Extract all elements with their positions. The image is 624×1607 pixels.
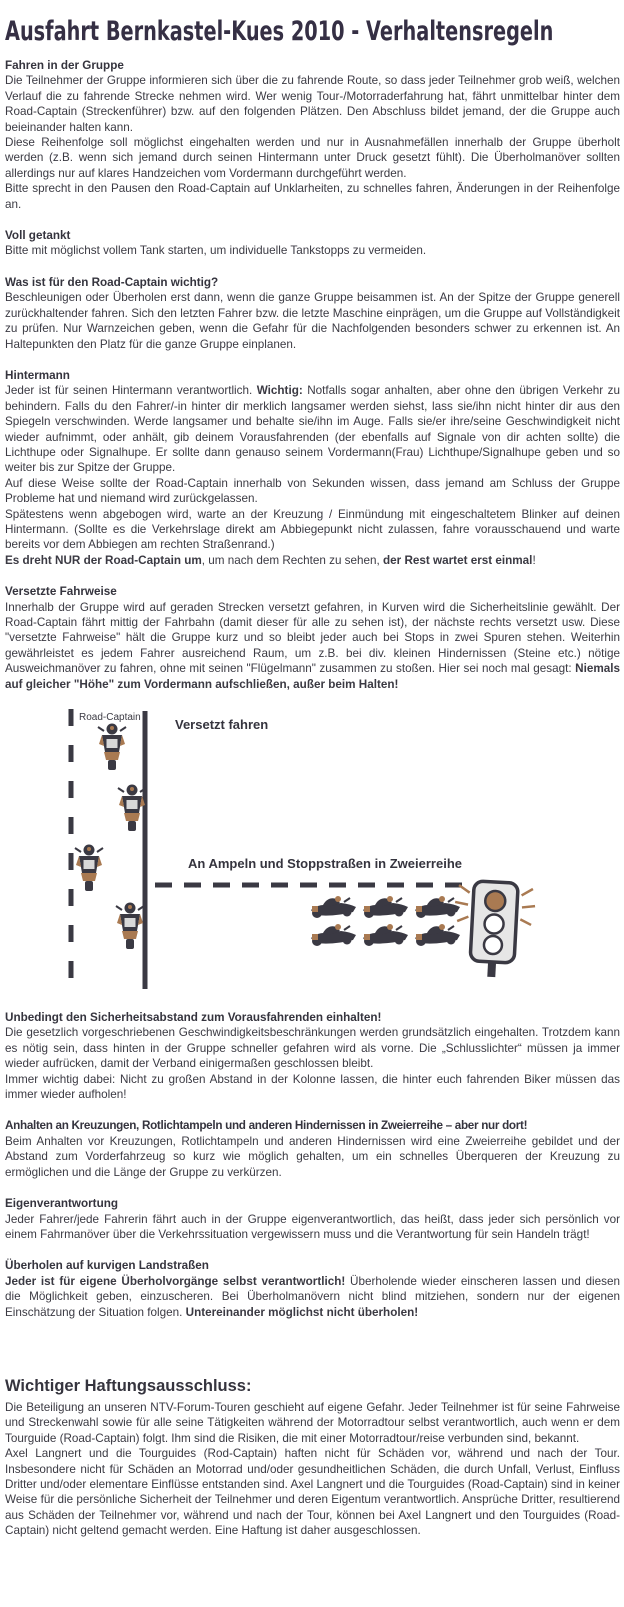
- paragraph: Die Teilnehmer der Gruppe informieren sich über die zu fahrende Route, so dass jeder Teilnehmer grob weiß, welchen Verlauf die zu fahrende Strecke nehmen wird. Wer wenig Tour-/Motorraderfahrung hat, fährt unmittelbar hinter dem Road-Captain (Streckenführer) bzw. auf den folgenden Plätzen. Den Abschluss bildet jemand, der die Gruppe auch beieinander halten kann.: [5, 74, 620, 134]
- paragraph: Spätestens wenn abgebogen wird, warte an der Kreuzung / Einmündung mit eingeschaltetem Blinker auf deinen Hintermann. (Sollte es die Verkehrslage direkt am Abbiegepunkt nicht zulassen, fahre vorausschauend und warte bereits vor dem Abbiegen am rechten Straßenrand.): [5, 507, 620, 552]
- paragraph: Die Beteiligung an unseren NTV-Forum-Touren geschieht auf eigene Gefahr. Jeder Teilnehmer ist für seine Fahrweise und Streckenwahl sowie für alle seine Tätigkeiten während der Motorradtour selbst verantwortlich, auch wenn er dem Tourguide (Road-Captain) folgt. Ihm sind die Risiken, die mit einer Motorradtour/reise verbunden sind, bekannt.: [5, 1400, 620, 1445]
- paragraph: Beim Anhalten vor Kreuzungen, Rotlichtampeln und anderen Hindernissen wird eine Zweierreihe gebildet und der Abstand zum Vorderfahrzeug so kurz wie möglich gehalten, um ein schnelles Überqueren der Kreuzung zu ermöglichen und die Länge der Gruppe zu verkürzen.: [5, 1134, 620, 1179]
- section-heading: Fahren in der Gruppe: [5, 59, 124, 72]
- staggered-riding-label: Versetzt fahren: [175, 717, 269, 733]
- section-voll-getankt: [5, 228, 620, 259]
- paragraph: Innerhalb der Gruppe wird auf geraden Strecken versetzt gefahren, in Kurven wird die Sicherheitslinie gewählt. Der Road-Captain fährt mittig der Fahrbahn (damit dieser für alle zu sehen ist), der nächste rechts versetzt usw. Diese "versetzte Fahrweise" hält die Gruppe kurz und so bleibt jeder auch bei Stops in zwei Spuren stehen. Weiterhin gewährleistet es jedem Fahrer ausreichend Raum, um z.B. bei div. kleinen Hindernissen (Steine etc.) nötige Ausweichmanöver zu fahren, ohne mit seinen "Flügelmann" zusammen zu stoßen. Hier sei noch mal gesagt: Niemals auf gleicher "Höhe" zum Vordermann aufschließen, außer beim Halten!: [5, 600, 620, 691]
- paragraph: Jeder ist für seinen Hintermann verantwortlich. Wichtig: Notfalls sogar anhalten, aber ohne den übrigen Verkehr zu behindern. Falls du den Fahrer/-in hinter dir merklich langsamer werden siehst, lass sie/ihn nicht hinter dir aus den Spiegeln verschwinden. Werde langsamer und behalte sie/ihn im Auge. Falls sie/er ihre/seine Geschwindigkeit nicht wieder aufnimmt, oder anhält, gib deinem Vorausfahrenden (der ebenfalls auf Signale von dir achten sollte) die Lichthupe oder Signalhupe. Er sollte dann genauso seinem Vordermann(Frau) Lichthupe/Signalhupe geben und so weiter bis zur Spitze der Gruppe.: [5, 384, 620, 475]
- formation-diagram-svg: [5, 697, 624, 997]
- motorcycle-rear-icon: [75, 845, 103, 892]
- paragraph: Jeder ist für eigene Überholvorgänge selbst verantwortlich! Überholende wieder einscheren lassen und diesen die Möglichkeit geben, einzuscheren. Bei Überholmanövern nicht blind mitziehen, sondern nur der eigenen Einschätzung der Situation folgen. Untereinander möglichst nicht überholen!: [5, 1274, 621, 1319]
- paragraph: Die gesetzlich vorgeschriebenen Geschwindigkeitsbeschränkungen werden grundsätzlich eingehalten. Trotzdem kann es nötig sein, dass hinten in der Gruppe schneller gefahren wird als vorne. Die „Schlusslichter“ müssen ja immer wieder aufrücken, damit der Verband einigermaßen geschlossen bleibt.: [5, 1026, 620, 1071]
- paragraph: Immer wichtig dabei: Nicht zu großen Abstand in der Kolonne lassen, die hinter euch fahrenden Biker müssen das immer wieder aufholen!: [5, 1072, 620, 1102]
- motorcycle-side-icon: [415, 896, 460, 918]
- section-heading: Was ist für den Road-Captain wichtig?: [5, 275, 219, 289]
- paragraph: Jeder Fahrer/jede Fahrerin fährt auch in der Gruppe eigenverantwortlich, das heißt, dass jeder sich persönlich vor einem Fahrmanöver über die Verkehrssituation vergewissern muss und die Verantwortung für sein Handeln trägt!: [5, 1212, 620, 1241]
- section-hintermann: [5, 368, 620, 568]
- motorcycle-side-icon: [415, 924, 460, 946]
- section-fahren-in-der-gruppe: [5, 58, 620, 212]
- motorcycle-side-icon: [311, 896, 356, 918]
- motorcycle-rear-icon: [116, 903, 144, 950]
- formation-diagram: [5, 697, 624, 997]
- section-anhalten-zweierreihe: [5, 1118, 620, 1180]
- section-heading: Unbedingt den Sicherheitsabstand zum Vorausfahrenden einhalten!: [5, 1011, 382, 1025]
- paragraph: Bitte sprecht in den Pausen den Road-Captain auf Unklarheiten, zu schnelles fahren, Änderungen in der Reihenfolge an.: [5, 182, 620, 211]
- motorcycle-rear-icon: [98, 724, 126, 771]
- section-heading: Versetzte Fahrweise: [5, 585, 117, 599]
- section-haftungsausschluss: [5, 1376, 620, 1539]
- motorcycle-side-icon: [311, 924, 356, 946]
- road-captain-label: Road-Captain: [79, 712, 141, 724]
- section-heading: Eigenverantwortung: [5, 1197, 118, 1211]
- paragraph: Diese Reihenfolge soll möglichst eingehalten werden und nur in Ausnahmefällen innerhalb der Gruppe überholt werden (z.B. wenn sich jemand durch seinen Hintermann unter Druck gesetzt fühlt). Die Überholmanöver sollten allerdings nur auf klares Handzeichen vom Vordermann durchgeführt werden.: [5, 136, 620, 180]
- paragraph: Auf diese Weise sollte der Road-Captain innerhalb von Sekunden wissen, dass jemand am Schluss der Gruppe Probleme hat und niemand wird zurückgelassen.: [5, 476, 620, 506]
- two-by-two-label: An Ampeln und Stoppstraßen in Zweierreihe: [188, 856, 462, 872]
- section-ueberholen-landstrassen: [5, 1258, 620, 1320]
- motorcycle-side-icon: [363, 924, 408, 946]
- motorcycle-side-icon: [363, 896, 408, 918]
- section-sicherheitsabstand: [5, 1010, 620, 1102]
- section-eigenverantwortung: [5, 1196, 620, 1242]
- paragraph: Bitte mit möglichst vollem Tank starten, um individuelle Tankstopps zu vermeiden.: [5, 244, 427, 258]
- section-versetzte-fahrweise: [5, 584, 620, 692]
- paragraph: Axel Langnert und die Tourguides (Rod-Captain) haften nicht für Schäden vor, während und nach der Tour. Insbesondere nicht für Schäden an Motorrad und/oder gesundheitlichen Schäden, die durch Unfall, Verlust, Einfluss Dritter und/oder elementare Einflüsse entstanden sind. Axel Langnert und die Tourguides (Road-Captain) sind in keiner Weise für die persönliche Sicherheit der Teilnehmer und deren Eigentum verantwortlich. Ansprüche Dritter, resultierend aus Schäden der Teilnehmer vor, während und nach der Tour, können bei Axel Langnert und den Tourguides (Road-Captain) nicht geltend gemacht werden. Eine Haftung ist daher ausgeschlossen.: [5, 1447, 620, 1538]
- section-heading: Anhalten an Kreuzungen, Rotlichtampeln und anderen Hindernissen in Zweierreihe – aber nur dort!: [5, 1119, 528, 1133]
- section-road-captain-wichtig: [5, 275, 620, 352]
- disclaimer-heading: Wichtiger Haftungsausschluss:: [5, 1376, 252, 1395]
- page-title: Ausfahrt Bernkastel-Kues 2010 - Verhaltensregeln: [5, 16, 554, 47]
- motorcycle-rear-icon: [118, 785, 146, 832]
- traffic-light-icon: [451, 880, 536, 979]
- section-heading: Hintermann: [5, 368, 70, 382]
- section-heading: Voll getankt: [5, 229, 71, 243]
- paragraph: Beschleunigen oder Überholen erst dann, wenn die ganze Gruppe beisammen ist. An der Spitze der Gruppe generell zurückhaltender fahren. Sich den letzten Fahrer bzw. die letzte Maschine einprägen, um die Gruppe auf Vollständigkeit zu prüfen. Nur Warnzeichen geben, wenn die Gefahr für die Nachfolgenden besonders schwer zu erkennen ist. An Haltepunkten den Platz für die ganze Gruppe einplanen.: [5, 291, 620, 351]
- section-heading: Überholen auf kurvigen Landstraßen: [5, 1259, 209, 1273]
- paragraph: Es dreht NUR der Road-Captain um, um nach dem Rechten zu sehen, der Rest wartet erst einmal!: [5, 553, 536, 567]
